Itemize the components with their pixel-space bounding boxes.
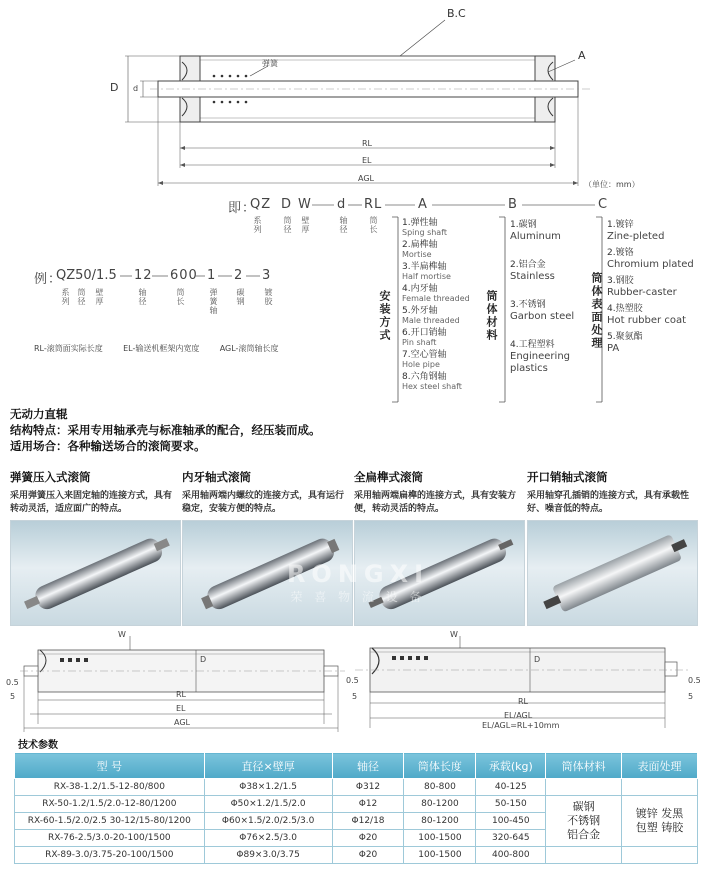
example-sublabel-carbon: 碳 钢 [236, 288, 245, 306]
cell-length: 80-1200 [404, 813, 476, 830]
product-mortise [354, 469, 522, 516]
table-row [15, 847, 698, 864]
col-length: 筒体长度 [404, 753, 476, 779]
cell-length: 100-1500 [404, 830, 476, 847]
install-item: 4.内牙轴 Female threaded [402, 284, 470, 303]
material-item: 4.工程塑料 Engineering plastics [510, 340, 570, 374]
material-item: 2.铝合金 Stainless [510, 260, 555, 282]
label-spring: 弹簧 [262, 59, 278, 68]
spec-table [14, 752, 698, 864]
cell-length: 100-1500 [404, 847, 476, 864]
material-list [510, 220, 596, 375]
spec-table-wrap [14, 752, 698, 864]
example-part-model: QZ50/1.5 [56, 268, 117, 283]
cell-load: 50-150 [476, 796, 546, 813]
col-surface: 表面处理 [622, 753, 698, 779]
col-model: 型 号 [15, 753, 205, 779]
product-desc: 采用弹簧压入来固定轴的连接方式，具有转动灵活，适应面广的特点。 [10, 491, 173, 514]
surface-item: 2.镀铬 Chromium plated [607, 248, 694, 270]
cell-diameter: Φ38×1.2/1.5 [204, 779, 332, 796]
example-sublabel-diameter: 筒 径 [77, 288, 86, 306]
cell-shaft: Φ312 [332, 779, 404, 796]
cell-shaft: Φ20 [332, 830, 404, 847]
br-w: W [450, 630, 458, 639]
label-a: A [578, 49, 586, 62]
material-title: 筒体材料 [485, 290, 498, 342]
cell-diameter: Φ76×2.5/3.0 [204, 830, 332, 847]
code-part-w: W [298, 197, 312, 212]
intro-title: 无动力直辊 [10, 407, 68, 421]
cell-model: RX-60-1.5/2.0/2.5 30-12/15-80/1200 [15, 813, 205, 830]
spec-title: 技术参数 [18, 740, 58, 751]
cell-model: RX-76-2.5/3.0-20-100/1500 [15, 830, 205, 847]
surface-item: 3.钢胶 Rubber-caster [607, 276, 677, 298]
product-title: 内牙轴式滚筒 [182, 470, 251, 484]
code-sublabel-series: 系 列 [253, 216, 262, 234]
br-agl: EL/AGL=RL+10mm [482, 721, 560, 730]
br-d: D [534, 655, 541, 664]
example-part-surface: 3 [262, 268, 272, 283]
bl-rl: RL [176, 690, 187, 699]
cell-shaft: Φ12 [332, 796, 404, 813]
col-diameter: 直径×壁厚 [204, 753, 332, 779]
br-dim-b2: 5 [688, 692, 694, 701]
example-part-material: 2 [234, 268, 244, 283]
product-desc: 采用轴两端内螺纹的连接方式，具有运行稳定，安装方便的特点。 [182, 491, 345, 514]
bl-w: W [118, 630, 126, 639]
install-list [402, 218, 470, 394]
code-part-d-shaft: d [337, 197, 347, 212]
product-title: 开口销轴式滚筒 [527, 470, 608, 484]
cell-diameter: Φ89×3.0/3.75 [204, 847, 332, 864]
surface-item: 1.镀锌 Zine-pleted [607, 220, 665, 242]
roller-image [11, 521, 181, 626]
br-dim-b: 5 [352, 692, 358, 701]
br-el: EL/AGL [504, 711, 533, 720]
material-item: 1.碳钢 Aluminum [510, 220, 561, 242]
cell-diameter: Φ60×1.5/2.0/2.5/3.0 [204, 813, 332, 830]
product-title: 弹簧压入式滚筒 [10, 470, 91, 484]
intro-structure: 结构特点：采用专用轴承壳与标准轴承的配合，经压装而成。 [10, 423, 321, 437]
cell-diameter: Φ50×1.2/1.5/2.0 [204, 796, 332, 813]
label-rl: RL [362, 139, 373, 148]
roller-image [528, 521, 698, 626]
example-sublabel-series: 系 列 [61, 288, 70, 306]
install-item: 5.外牙轴 Male threaded [402, 306, 460, 325]
label-el: EL [362, 156, 372, 165]
code-sublabel-diameter: 筒 径 [283, 216, 292, 234]
product-female-thread [182, 469, 350, 516]
br-dim-a: 0.5 [346, 676, 359, 685]
br-dim-a2: 0.5 [688, 676, 701, 685]
example-prefix: 例： [34, 272, 63, 287]
cell-load: 40-125 [476, 779, 546, 796]
code-part-a: A [418, 197, 428, 212]
cell-length: 80-800 [404, 779, 476, 796]
code-prefix: 即： [228, 201, 257, 216]
code-part-c: C [598, 197, 609, 212]
product-pin [527, 469, 695, 516]
example-part-install: 1 [207, 268, 217, 283]
code-part-b: B [508, 197, 518, 212]
table-row [15, 796, 698, 813]
col-material: 筒体材料 [546, 753, 622, 779]
bl-dim-a: 0.5 [6, 678, 19, 687]
surface-item: 5.聚氨酯 PA [607, 332, 643, 354]
install-item: 8.六角钢轴 Hex steel shaft [402, 372, 462, 391]
product-desc: 采用轴穿孔插销的连接方式，具有承载性好、噪音低的特点。 [527, 491, 690, 514]
roller-section-drawing [0, 0, 710, 196]
bl-d: D [200, 655, 207, 664]
cell-model: RX-38-1.2/1.5-12-80/800 [15, 779, 205, 796]
install-item: 6.开口销轴 Pin shaft [402, 328, 447, 347]
product-spring [10, 469, 178, 516]
material-item: 3.不锈钢 Garbon steel [510, 300, 575, 322]
col-shaft: 轴径 [332, 753, 404, 779]
label-d: D [110, 81, 119, 94]
photo-spring-roller [10, 520, 181, 626]
product-desc: 采用轴两端扁榫的连接方式，具有安装方便，转动灵活的特点。 [354, 491, 517, 514]
col-load: 承载(kg) [476, 753, 546, 779]
install-item: 7.空心管轴 Hole pipe [402, 350, 447, 369]
cell-surface-merged: 镀锌 发黑 包塑 铸胶 [622, 796, 698, 847]
cell-load: 320-645 [476, 830, 546, 847]
intro-usage: 适用场合：各种输送场合的滚筒要求。 [10, 439, 206, 453]
cell-length: 80-1200 [404, 796, 476, 813]
code-sublabel-length: 筒 长 [369, 216, 378, 234]
bl-dim-b: 5 [10, 692, 16, 701]
br-rl: RL [518, 697, 529, 706]
code-sublabel-shaft: 轴 径 [339, 216, 348, 234]
cell-material-merged: 碳钢 不锈钢 铝合金 [546, 796, 622, 847]
install-item: 3.半扁榫轴 Half mortise [402, 262, 451, 281]
example-sublabel-shaft: 轴 径 [138, 288, 147, 306]
product-title: 全扁榫式滚筒 [354, 470, 423, 484]
surface-title: 筒体表面处理 [590, 272, 603, 350]
example-sublabel-rubber: 镀 胶 [264, 288, 273, 306]
label-d-small: d [133, 84, 139, 93]
watermark-logo: RONGXI 荣 喜 物 流 设 备 [286, 560, 430, 604]
example-part-shaft: 12 [134, 268, 153, 283]
code-part-rl: RL [364, 197, 383, 212]
install-item: 2.扁榫轴 Mortise [402, 240, 438, 259]
photo-pin-roller [527, 520, 698, 626]
cell-shaft: Φ12/18 [332, 813, 404, 830]
label-agl: AGL [358, 174, 374, 183]
unit-note: （单位：mm） [584, 180, 640, 189]
example-sublabel-wall: 壁 厚 [95, 288, 104, 306]
install-title: 安装方式 [378, 290, 391, 342]
label-bc: B.C [447, 7, 466, 20]
code-part-d: D [281, 197, 293, 212]
code-part-qz: QZ [250, 197, 272, 212]
table-row [15, 779, 698, 796]
cell-load: 400-800 [476, 847, 546, 864]
spec-header-row [15, 753, 698, 779]
cell-model: RX-50-1.2/1.5/2.0-12-80/1200 [15, 796, 205, 813]
cell-shaft: Φ20 [332, 847, 404, 864]
cell-load: 100-450 [476, 813, 546, 830]
surface-list [607, 220, 694, 360]
surface-item: 4.热塑胶 Hot rubber coat [607, 304, 686, 326]
install-item: 1.弹性轴 Sping shaft [402, 218, 448, 237]
length-notes: RL-滚筒面实际长度 EL-输送机框架内宽度 AGL-滚筒轴长度 [34, 344, 279, 353]
bl-el: EL [176, 704, 186, 713]
cell-model: RX-89-3.0/3.75-20-100/1500 [15, 847, 205, 864]
example-sublabel-length: 筒 长 [176, 288, 185, 306]
example-part-length: 600 [170, 268, 198, 283]
bl-agl: AGL [174, 718, 190, 727]
example-sublabel-spring: 弹 簧 轴 [209, 288, 218, 315]
code-sublabel-wall: 壁 厚 [301, 216, 310, 234]
